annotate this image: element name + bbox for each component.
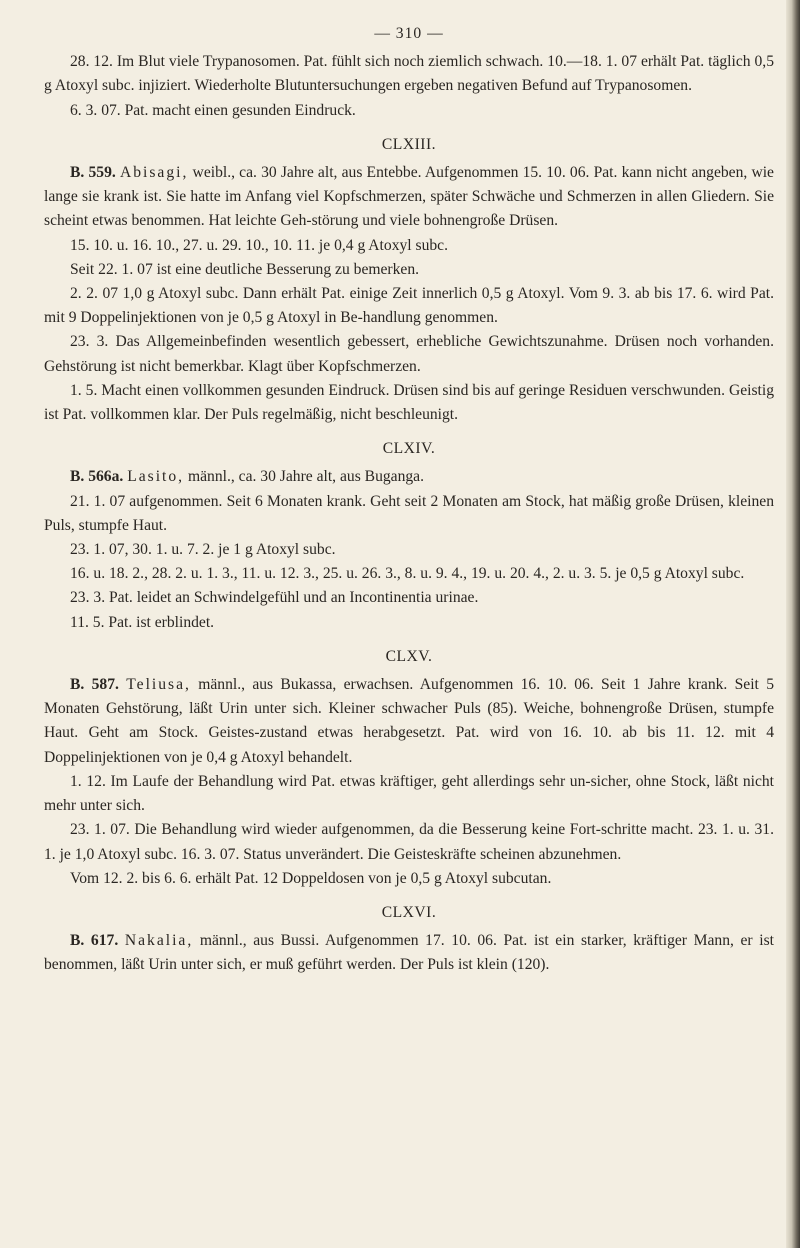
case-paragraph: 16. u. 18. 2., 28. 2. u. 1. 3., 11. u. 12. 3., 25. u. 26. 3., 8. u. 9. 4., 19. u. 20. 4., 2. u. 3. 5. je 0,5 g Atoxyl subc.: [70, 565, 745, 583]
case-first-paragraph: [44, 929, 774, 977]
case-first-paragraph: [44, 465, 774, 489]
case-description: männl., aus Bussi. Aufgenommen 17. 10. 06. Pat. ist ein starker, kräftiger Mann, er ist benommen, läßt Urin unter sich, er muß geführt werden. Der Puls ist klein (120).: [44, 932, 774, 974]
case-description: weibl., ca. 30 Jahre alt, aus Entebbe. Aufgenommen 15. 10. 06. Pat. kann nicht angeben, wie lange sie krank ist. Sie hatte im Anfang viel Kopfschmerzen, später Schwäche und Schmerzen in allen Gliedern. Sie scheint etwas benommen. Hat leichte Geh-störung und viele bohnengroße Drüsen.: [44, 164, 774, 230]
case-paragraph: 15. 10. u. 16. 10., 27. u. 29. 10., 10. 11. je 0,4 g Atoxyl subc.: [70, 236, 448, 254]
case-id: B. 587.: [70, 676, 119, 694]
case-paragraph: 23. 1. 07, 30. 1. u. 7. 2. je 1 g Atoxyl subc.: [70, 541, 336, 559]
page-number: — 310 —: [374, 25, 444, 42]
case-first-paragraph: [44, 673, 774, 770]
case-first-paragraph: [44, 161, 774, 234]
case-heading: CLXIII.: [381, 135, 437, 153]
case-paragraph: Vom 12. 2. bis 6. 6. erhält Pat. 12 Doppeldosen von je 0,5 g Atoxyl subcutan.: [70, 869, 552, 887]
case-paragraph: 23. 3. Das Allgemeinbefinden wesentlich gebessert, erhebliche Gewichtszunahme. Drüsen noch vorhanden. Gehstörung ist nicht bemerkbar. Klagt über Kopfschmerzen.: [44, 333, 774, 375]
intro-paragraph: 28. 12. Im Blut viele Trypanosomen. Pat. fühlt sich noch ziemlich schwach. 10.—18. 1. 07 erhält Pat. täglich 0,5 g Atoxyl subc. injiziert. Wiederholte Blutuntersuchungen ergeben negativen Befund auf Trypanosomen.: [44, 53, 774, 95]
case-id: B. 566a.: [70, 468, 124, 486]
case-paragraph: 2. 2. 07 1,0 g Atoxyl subc. Dann erhält Pat. einige Zeit innerlich 0,5 g Atoxyl. Vom 9. 3. ab bis 17. 6. wird Pat. mit 9 Doppelinjektionen von je 0,5 g Atoxyl in Be-handlung genommen.: [44, 285, 774, 327]
case-paragraph: 21. 1. 07 aufgenommen. Seit 6 Monaten krank. Geht seit 2 Monaten am Stock, hat mäßig große Drüsen, kleinen Puls, stumpfe Haut.: [44, 492, 774, 534]
case-paragraph: 11. 5. Pat. ist erblindet.: [70, 613, 215, 631]
case-paragraph: 23. 3. Pat. leidet an Schwindelgefühl und an Incontinentia urinae.: [70, 589, 479, 607]
case-id: B. 617.: [70, 932, 119, 950]
page-edge-shadow: [786, 0, 800, 1248]
case-description: männl., ca. 30 Jahre alt, aus Buganga.: [184, 468, 424, 486]
case-description: männl., aus Bukassa, erwachsen. Aufgenommen 16. 10. 06. Seit 1 Jahre krank. Seit 5 Monaten Gehstörung, läßt Urin unter sich. Kleiner schwacher Puls (85). Weiche, bohnengroße Drüsen, stumpfe Haut. Geht am Stock. Geistes-zustand etwas herabgesetzt. Pat. wird von 16. 10. ab bis 11. 12. mit 4 Doppelinjektionen von je 0,4 g Atoxyl behandelt.: [44, 676, 774, 766]
patient-name: Abisagi,: [119, 164, 189, 182]
case-paragraph: 23. 1. 07. Die Behandlung wird wieder aufgenommen, da die Besserung keine Fort-schritte macht. 23. 1. u. 31. 1. je 1,0 Atoxyl subc. 16. 3. 07. Status unverändert. Die Geisteskräfte scheinen abzunehmen.: [44, 821, 774, 863]
case-heading: CLXVI.: [381, 903, 437, 921]
patient-name: Nakalia,: [124, 932, 194, 950]
patient-name: Lasito,: [127, 468, 185, 486]
intro-paragraph: 6. 3. 07. Pat. macht einen gesunden Eindruck.: [70, 101, 356, 119]
case-paragraph: 1. 5. Macht einen vollkommen gesunden Eindruck. Drüsen sind bis auf geringe Residuen verschwunden. Geistig ist Pat. vollkommen klar. Der Puls regelmäßig, nicht beschleunigt.: [44, 381, 774, 424]
page-content: [44, 22, 774, 978]
case-heading: CLXV.: [385, 647, 433, 665]
case-paragraph: Seit 22. 1. 07 ist eine deutliche Besserung zu bemerken.: [70, 260, 420, 278]
case-id: B. 559.: [70, 164, 116, 182]
patient-name: Teliusa,: [126, 676, 191, 694]
case-paragraph: 1. 12. Im Laufe der Behandlung wird Pat. etwas kräftiger, geht allerdings sehr un-sicher, ohne Stock, läßt nicht mehr unter sich.: [44, 772, 774, 815]
case-heading: CLXIV.: [382, 440, 436, 458]
